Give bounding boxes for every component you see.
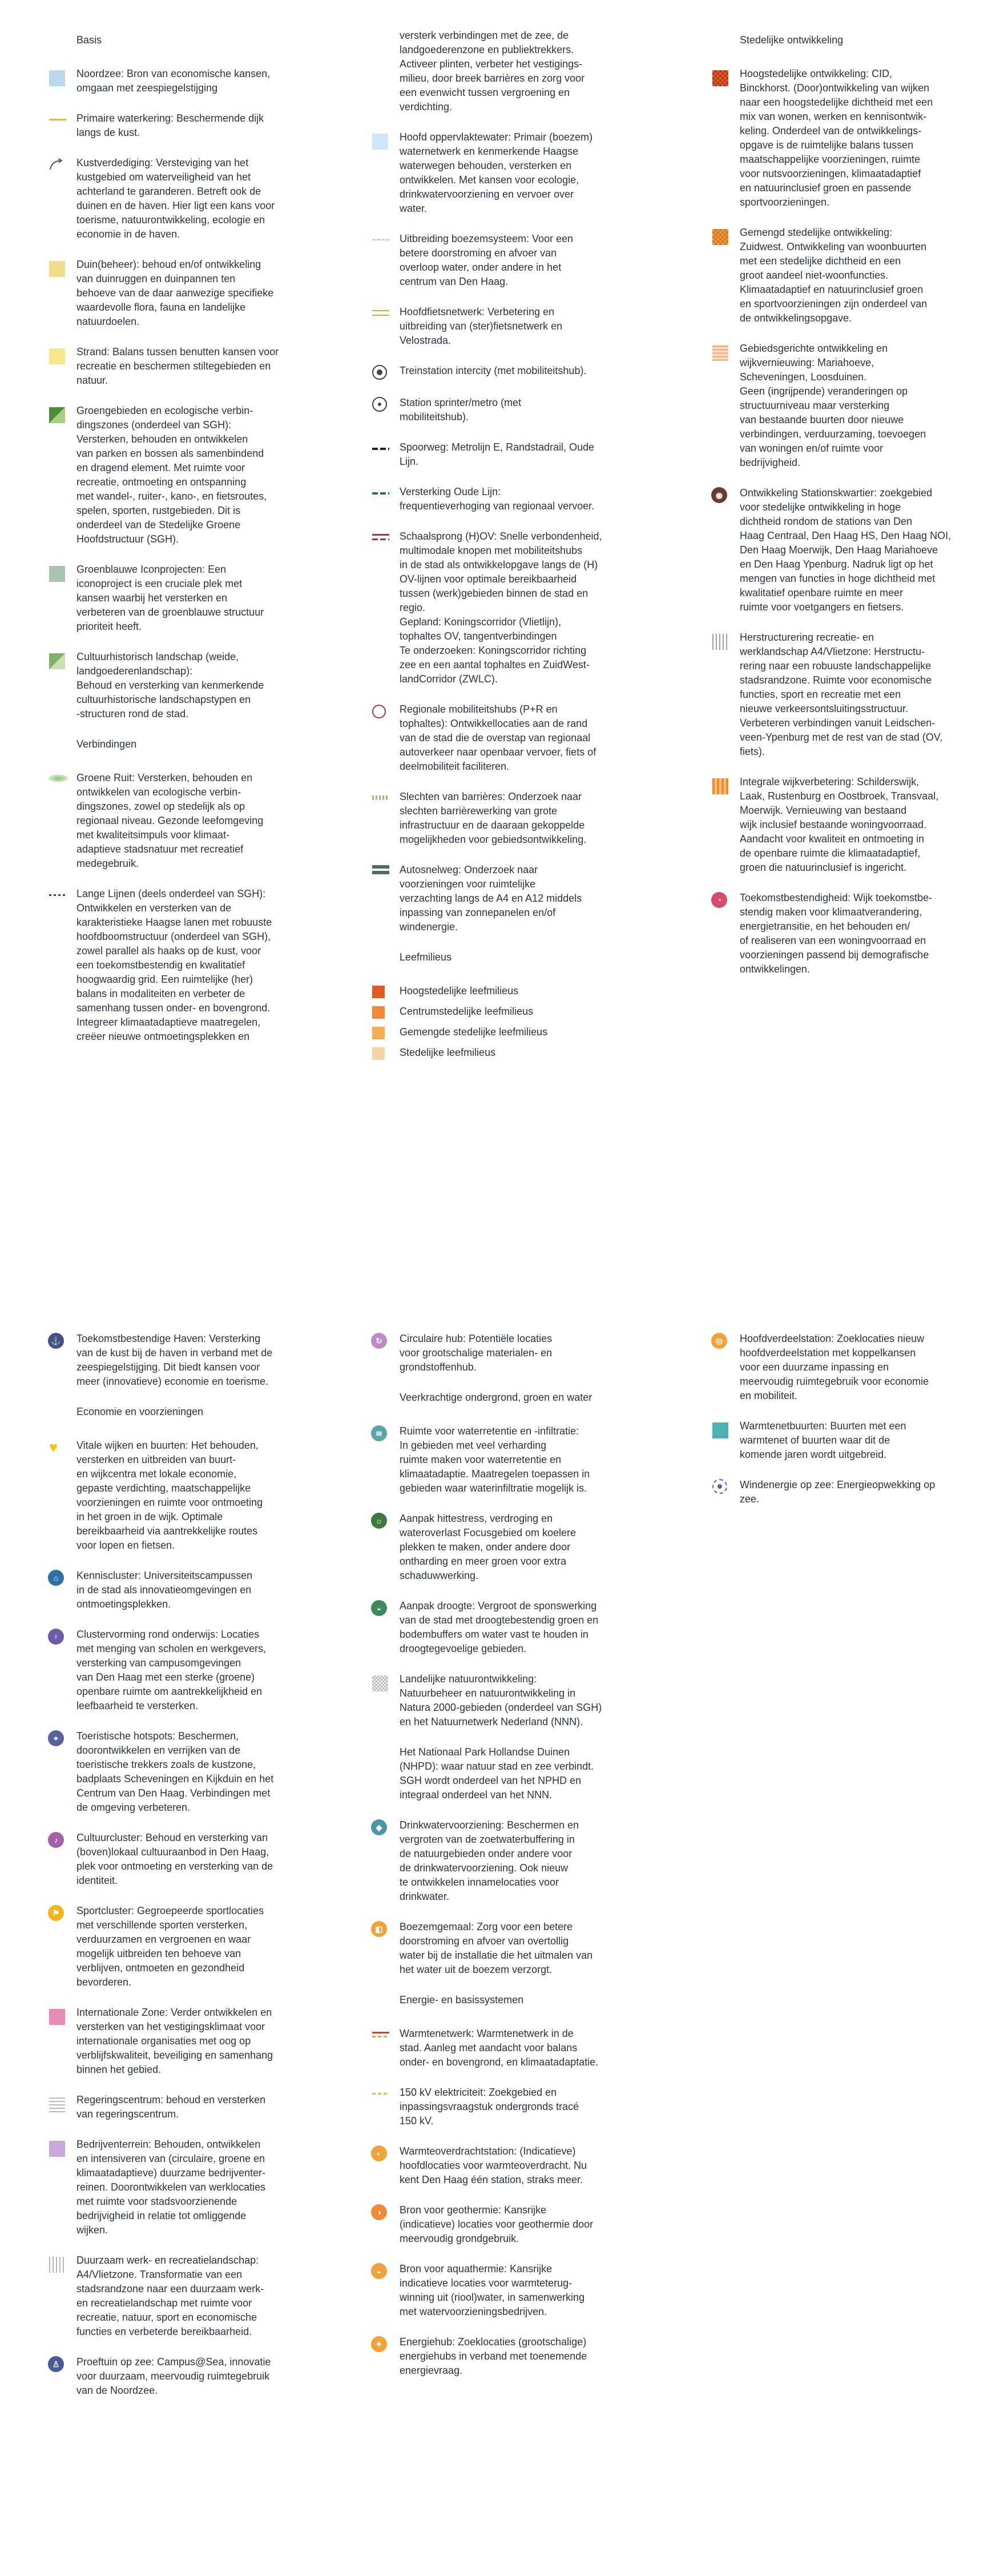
legend-item-text: Versterking Oude Lijn: frequentieverhoging van regionaal vervoer.: [400, 486, 595, 512]
business-park-icon: [26, 2137, 76, 2153]
legend-item-text: Spoorweg: Metrolijn E, Randstadrail, Oude Lijn.: [400, 441, 595, 467]
legend-item: [690, 775, 981, 875]
legend-item: [349, 1004, 640, 1020]
legend-item-text: Energiehub: Zoeklocaties (grootschalige) energiehubs in verband met toenemende energievraag.: [400, 2336, 587, 2376]
legend-item-text: Noordzee: Bron van economische kansen, omgaan met zeespiegelstijging: [76, 68, 271, 94]
legend-item-text: Internationale Zone: Verder ontwikkelen en versterken van het vestigingsklimaat voor internationale organisaties met oog op verblijfskwaliteit, beveiliging en samenhang binnen het gebied.: [76, 2007, 273, 2075]
legend-item-text: Kenniscluster: Universiteitscampussen in de stad als innovatieomgevingen en ontmoetingsplekken.: [76, 1570, 253, 1610]
long-lines-icon: [26, 887, 76, 903]
mixed-dev-icon: [690, 226, 740, 242]
knowledge-icon: ⌂: [26, 1569, 76, 1585]
legend-item: [690, 1332, 981, 1403]
legend-column-2: [349, 29, 640, 1066]
legend-item: [349, 130, 640, 216]
legend-item-text: Bedrijventerrein: Behouden, ontwikkelen en intensiveren van (circulaire, groene en klimaatadaptieve) duurzame bedrijventer- reinen. Doorontwikkelen van werklocaties met ruimte voor stadsvoorzienende bedrijvigheid in relatie tot omliggende wijken.: [76, 2139, 266, 2236]
harbour-icon: ⚓: [26, 1332, 76, 1348]
legend-item: [349, 1599, 640, 1656]
section-heading: Stedelijke ontwikkeling: [740, 34, 844, 46]
legend-item-text: Bron voor geothermie: Kansrijke (indicatieve) locaties voor geothermie door meervoudig grondgebruik.: [400, 2204, 594, 2244]
legend-item-text: Autosnelweg: Onderzoek naar voorzieningen voor ruimtelijke verzachting langs de A4 en A12 middels inpassing van zonnepanelen en/of windenergie.: [400, 864, 582, 933]
legend-item-text: Cultuurhistorisch landschap (weide, landgoederenlandschap): Behoud en versterking van kenmerkende cultuurhistorische landschapstypen en -structuren rond de stad.: [76, 651, 264, 720]
legend-item: [26, 404, 317, 546]
legend-item: [349, 1920, 640, 1977]
legend-item-text: Strand: Balans tussen benutten kansen voor recreatie en beschermen stiltegebieden en natuur.: [76, 346, 279, 386]
station-district-icon: ◉: [690, 486, 740, 502]
legend-item: [349, 790, 640, 847]
legend-item-text: Kustverdediging: Versteviging van het kustgebied om waterveiligheid van het achterland te garanderen. Betreft ook de duinen en de haven. Hier ligt een kans voor toerisme, natuurontwikkeling, ecologie en economie in de haven.: [76, 157, 275, 240]
highway-icon: [349, 863, 400, 879]
legend-text-continued: versterk verbindingen met de zee, de landgoederenzone en publiektrekkers. Activeer plinten, verbeter het vestigings- milieu, door breek barrières en zorg voor een evenwicht tussen vergroening en verdichting.: [400, 30, 585, 112]
greenblue-icon: [26, 562, 76, 578]
legend-item: [349, 2335, 640, 2378]
legend-item-text: 150 kV elektriciteit: Zoekgebied en inpassingsvraagstuk ondergronds tracé 150 kV.: [400, 2087, 579, 2127]
legend-item-text: Uitbreiding boezemsysteem: Voor een betere doorstroming en afvoer van overloop water, onder andere in het centrum van Den Haag.: [400, 233, 574, 287]
legend-item-text: Aanpak droogte: Vergroot de sponswerking van de stad met droogtebestendig groen en bodembuffers om water vast te houden in droogtegevoelige gebieden.: [400, 1600, 599, 1654]
legend-item: [349, 2262, 640, 2319]
education-icon: ♀: [26, 1627, 76, 1643]
energy-hub-icon: ✦: [349, 2335, 400, 2351]
legend-item-text: Clustervorming rond onderwijs: Locaties met menging van scholen en werkgevers, versterking van campusomgevingen van Den Haag met een sterke (groene) openbare ruimte om aantrekkelijkheid en leefbaarheid te versterken.: [76, 1629, 267, 1711]
legend-item: [26, 887, 317, 1044]
legend-item: [26, 156, 317, 242]
section-heading: Energie- en basissystemen: [400, 1994, 524, 2006]
section-heading: Veerkrachtige ondergrond, groen en water: [400, 1392, 592, 1403]
hov-icon: [349, 529, 400, 545]
legend-item-text: Drinkwatervoorziening: Beschermen en vergroten van de zoetwaterbuffering in de natuurgebieden onder andere voor de drinkwatervoorziening. Ook nieuw te ontwikkelen innamelocaties voor drinkwater.: [400, 1819, 579, 1902]
green-ring-icon: [26, 771, 76, 787]
legend-item-text: Hoofdverdeelstation: Zoeklocaties nieuw hoofdverdeelstation met koppelkansen voor een duurzame inpassing en meervoudig ruimtegebruik voor economie en mobiliteit.: [740, 1333, 929, 1401]
recreation-landscape-icon: [26, 2253, 76, 2269]
section-heading: Economie en voorzieningen: [76, 1406, 204, 1417]
legend-item-text: Regeringscentrum: behoud en versterken van regeringscentrum.: [76, 2094, 266, 2120]
old-line-icon: [349, 485, 400, 501]
legend-item-text: Integrale wijkverbetering: Schilderswijk, Laak, Rustenburg en Oostbroek, Transvaal, Moerwijk. Vernieuwing van bestaand wijk inclusief bestaande woningvoorraad. Aandacht voor kwaliteit en ontmoeting in de openbare ruimte die klimaatadaptief, groen die natuurinclusief is ingericht.: [740, 776, 939, 873]
beach-icon: [26, 345, 76, 361]
legend-item-text: Gebiedsgerichte ontwikkeling en wijkvernieuwing: Mariahoeve, Scheveningen, Loosduinen. Geen (ingrijpende) veranderingen op structuurniveau maar versterking van bestaande buurten door nieuwe verbindingen, verduurzaming, toevoegen van woningen en/of ruimte voor bedrijvigheid.: [740, 343, 926, 468]
legend-column-5: [349, 1332, 640, 2394]
section-heading: Verbindingen: [76, 738, 137, 750]
legend-item-text: Windenergie op zee: Energieopwekking op zee.: [740, 1479, 936, 1505]
legend-item: [690, 1419, 981, 1462]
legend-item: [26, 1729, 317, 1815]
legend-item: [349, 1512, 640, 1583]
drinking-water-icon: ◆: [349, 1818, 400, 1834]
legend-item-text: Warmtenetbuurten: Buurten met een warmtenet of buurten waar dit de komende jaren wordt uitgebreid.: [740, 1420, 906, 1460]
legend-item-text: Duurzaam werk- en recreatielandschap: A4/Vlietzone. Transformatie van een stadsrandzone naar een duurzaam werk- en recreatielandschap met ruimte voor recreatie, natuur, sport en economische functies en verbeterde bereikbaarheid.: [76, 2254, 264, 2337]
legend-item: [349, 2203, 640, 2246]
legend-item: [26, 1904, 317, 1990]
cultural-landscape-icon: [26, 650, 76, 666]
legend-item: [690, 226, 981, 325]
aquathermal-icon: ◒: [349, 2262, 400, 2278]
legend-item-text: Groene Ruit: Versterken, behouden en ontwikkelen van ecologische verbin- dingszones, zowel op stedelijk als op regionaal niveau. Gezonde leefomgeving met kwaliteitsimpuls voor klimaat- adaptieve stadsnatuur met recreatief medegebruik.: [76, 772, 264, 869]
legend-item: [349, 1818, 640, 1904]
legend-item-text: Vitale wijken en buurten: Het behouden, versterken en uitbreiden van buurt- en wijkcentra met lokale economie, gepaste verdichting, maatschappelijke voorzieningen en ruimte voor ontmoeting in het groen in de wijk. Optimale bereikbaarheid via aantrekkelijke routes voor lopen en fietsen.: [76, 1440, 263, 1551]
legend-item: [26, 2137, 317, 2237]
legend-item-text: Schaalsprong (H)OV: Snelle verbondenheid, multimodale knopen met mobiliteitshubs in de stad als ontwikkelopgave langs de (H) OV-lijnen voor optimale bereikbaarheid tussen (werk)gebieden binnen de stad en regio. Gepland: Koningscorridor (Vlietlijn), tophaltes OV, tangentverbindingen Te onderzoeken: Koningscorridor richting zee en een aantal tophaltes en ZuidWest- landCorridor (ZWLC).: [400, 531, 602, 685]
legend-item-text: Toekomstbestendigheid: Wijk toekomstbe- stendig maken voor klimaatverandering, energietransitie, en het behouden en/ of realiseren van een woningvoorraad en voorzieningen passend bij demografische ontwikkelingen.: [740, 892, 933, 975]
dune-icon: [26, 258, 76, 274]
barrier-icon: [349, 790, 400, 806]
legend-item: [26, 2006, 317, 2077]
legend-item-text: Primaire waterkering: Beschermende dijk langs de kust.: [76, 112, 264, 138]
legend-column-3: [690, 33, 981, 992]
legend-item-text: Gemengde stedelijke leefmilieus: [400, 1026, 548, 1038]
legend-item-text: Hoogstedelijke ontwikkeling: CID, Binckhorst. (Door)ontwikkeling van wijken naar een hoogstedelijke dichtheid met een mix van wonen, werken en kennisontwik- keling. Onderdeel van de ontwikkelings- opgave is de ruimtelijke balans tussen maatschappelijke voorzieningen, ruimte voor nutsvoorzieningen, klimaatadaptief en natuurinclusief groen en passende sportvoorzieningen.: [740, 68, 933, 208]
integral-renewal-icon: [690, 775, 740, 791]
boezem-icon: [349, 232, 400, 248]
legend-item-text: Groenblauwe Iconprojecten: Een iconoproject is een cruciale plek met kansen waarbij het versterken en verbeteren van de groenblauwe structuur prioriteit heeft.: [76, 564, 264, 632]
mixed-urban-icon: [349, 1025, 400, 1041]
area-renewal-icon: [690, 341, 740, 357]
cycle-network-icon: [349, 305, 400, 321]
legend-item-text: Cultuurcluster: Behoud en versterking van (boven)lokaal cultuuraanbod in Den Haag, plek voor ontmoeting en versterking van de identiteit.: [76, 1832, 273, 1886]
legend-item-text: Warmteoverdrachtstation: (Indicatieve) hoofdlocaties voor warmteoverdracht. Nu kent Den Haag één station, straks meer.: [400, 2145, 587, 2185]
pumping-station-icon: ◧: [349, 1920, 400, 1936]
high-rise-dev-icon: [690, 67, 740, 83]
dike-icon: [26, 111, 76, 127]
geothermal-icon: ◑: [349, 2203, 400, 2219]
legend-item: [690, 67, 981, 210]
nature-dev-icon: [349, 1672, 400, 1688]
legend-item: [26, 111, 317, 140]
high-urban-icon: [349, 984, 400, 1000]
legend-item-text: Aanpak hittestress, verdroging en wateroverlast Focusgebied om koelere plekken te maken, onder andere door ontharding en meer groen voor extra schaduwwerking.: [400, 1513, 576, 1581]
legend-item-text: Toeristische hotspots: Beschermen, doorontwikkelen en verrijken van de toeristische trekkers zoals de kustzone, badplaats Scheveningen en Kijkduin en het Centrum van Den Haag. Verbindingen met de omgeving verbeteren.: [76, 1730, 274, 1813]
sprinter-station-icon: [349, 396, 400, 412]
legend-item: [26, 258, 317, 329]
heat-transfer-icon: ◐: [349, 2144, 400, 2160]
legend-item: [690, 486, 981, 614]
legend-item: [349, 232, 640, 289]
legend-item-text: Duin(beheer): behoud en/of ontwikkeling van duinruggen en duinpannen ten behoeve van de daar aanwezige specifieke waardevolle flora, fauna en landelijke natuurdoelen.: [76, 259, 274, 327]
culture-icon: ♪: [26, 1831, 76, 1847]
legend-item: [349, 529, 640, 686]
tourism-icon: ⌖: [26, 1729, 76, 1745]
legend-column-6: [690, 1332, 981, 1522]
legend-item-text: Regionale mobiliteitshubs (P+R en tophaltes): Ontwikkellocaties aan de rand van de stad die de overstap van regionaal autoverkeer naar openbaar vervoer, fiets of deelmobiliteit faciliteren.: [400, 704, 596, 772]
heat-neighbourhood-icon: [690, 1419, 740, 1435]
legend-item-text: Groengebieden en ecologische verbin- dingszones (onderdeel van SGH): Versterken, behouden en ontwikkelen van parken en bossen als samenbindend en dragend element. Met ruimte voor recreatie, ontmoeting en ontspanning met wandel-, ruiter-, kano-, en fietsroutes, spelen, sporten, rustgebieden. Dit is onderdeel van de Stedelijke Groene Hoofdstructuur (SGH).: [76, 405, 267, 545]
legend-item-text: Ontwikkeling Stationskwartier: zoekgebied voor stedelijke ontwikkeling in hoge dichtheid rondom de stations van Den Haag Centraal, Den Haag HS, Den Haag NOI, Den Haag Moerwijk, Den Haag Mariahoeve en Den Haag Ypenburg. Nadruk ligt op het mengen van functies in hoge dichtheid met kwalitatief openbare ruimte en meer ruimte voor voetgangers en fietsers.: [740, 487, 951, 613]
legend-item: [26, 67, 317, 95]
legend-item-text: Landelijke natuurontwikkeling: Natuurbeheer en natuurontwikkeling in Natura 2000-gebieden (onderdeel van SGH) en het Natuurnetwerk Nederland (NNN).: [400, 1673, 602, 1727]
legend-item: [349, 1745, 640, 1802]
coast-defense-icon: [26, 156, 76, 172]
legend-item: [26, 2253, 317, 2339]
legend-item: [26, 1627, 317, 1713]
legend-item-text: Centrumstedelijke leefmilieus: [400, 1006, 534, 1017]
section-heading: Basis: [76, 34, 102, 46]
legend-item-text: Proeftuin op zee: Campus@Sea, innovatie voor duurzaam, meervoudig ruimtegebruik van de Noordzee.: [76, 2356, 271, 2396]
no-symbol: [349, 1745, 400, 1761]
legend-item-text: Boezemgemaal: Zorg voor een betere doorstroming en afvoer van overtollig water bij de installatie die het uitmalen van het water uit de boezem verzorgt.: [400, 1921, 593, 1975]
section-heading: Leefmilieus: [400, 951, 452, 963]
urban-icon: [349, 1046, 400, 1062]
legend-item-text: Circulaire hub: Potentiële locaties voor grootschalige materialen- en grondstoffenhub.: [400, 1333, 553, 1373]
legend-item: [26, 345, 317, 388]
legend-item: [349, 2144, 640, 2187]
legend-item-text: Herstructurering recreatie- en werklandschap A4/Vlietzone: Herstructu- rering naar een robuuste landschappelijke stadsrandzone. Ruimte voor economische functies, sport en recreatie met een nieuwe verkeersontsluitingsstructuur. Verbeteren verbindingen vanuit Leidschen- veen-Ypenburg met de rest van de stad (OV, fiets).: [740, 632, 943, 757]
legend-item-text: Slechten van barrières: Onderzoek naar slechten barrièrewerking van grote infrastructuur en de daaraan gekoppelde mogelijkheden voor gebiedsontwikkeling.: [400, 791, 587, 845]
intercity-station-icon: [349, 364, 400, 380]
legend-column-1: [26, 33, 317, 1060]
main-water-icon: [349, 130, 400, 146]
circular-hub-icon: ↻: [349, 1332, 400, 1348]
legend-item: [26, 2093, 317, 2121]
legend-item: [349, 863, 640, 934]
legend-item: [349, 2027, 640, 2069]
legend-item: [690, 630, 981, 759]
international-icon: [26, 2006, 76, 2022]
heat-network-icon: [349, 2027, 400, 2043]
power-line-icon: [349, 2085, 400, 2101]
test-sea-icon: ♙: [26, 2355, 76, 2371]
legend-item-text: Hoofdfietsnetwerk: Verbetering en uitbreiding van (ster)fietsnetwerk en Velostrada.: [400, 306, 563, 346]
legend-item-text: Treinstation intercity (met mobiliteitshub).: [400, 365, 587, 376]
heat-stress-icon: ☼: [349, 1512, 400, 1528]
legend-item-text: Toekomstbestendige Haven: Versterking van de kust bij de haven in verband met de zeespiegelstijging. Dit biedt kansen voor meer (innovatieve) economie en toerisme.: [76, 1333, 273, 1387]
main-distribution-icon: ◎: [690, 1332, 740, 1348]
legend-item-text: Station sprinter/metro (met mobiliteitshub).: [400, 397, 522, 423]
legend-item: [26, 650, 317, 721]
legend-item: [349, 1046, 640, 1062]
regional-hub-icon: [349, 702, 400, 718]
legend-item: [690, 891, 981, 976]
legend-item: [690, 341, 981, 470]
restructure-icon: [690, 630, 740, 646]
future-proof-icon: ◔: [690, 891, 740, 907]
legend-item-text: Warmtenetwerk: Warmtenetwerk in de stad. Aanleg met aandacht voor balans onder- en bovengrond, en klimaatadaptatie.: [400, 2028, 599, 2068]
legend-item: [349, 396, 640, 424]
legend-item-text: Hoogstedelijke leefmilieus: [400, 985, 519, 996]
legend-item: [349, 440, 640, 469]
government-icon: [26, 2093, 76, 2109]
legend-item: [690, 1478, 981, 1506]
legend-item: [349, 1332, 640, 1375]
heart-icon: ♥: [49, 1438, 58, 1456]
legend-item: [349, 305, 640, 348]
sport-icon: ⚑: [26, 1904, 76, 1920]
legend-item: [349, 485, 640, 513]
legend-item-text: Sportcluster: Gegroepeerde sportlocaties met verschillende sporten versterken, verduurzamen en vergroenen en waar mogelijk uitbreiden ten behoeve van verblijven, ontmoeten en gezondheid bevorderen.: [76, 1905, 264, 1988]
drought-icon: ◒: [349, 1599, 400, 1615]
green-zone-icon: [26, 404, 76, 420]
water-retention-icon: ≋: [349, 1424, 400, 1440]
legend-item: [349, 984, 640, 1000]
legend-item: [26, 1569, 317, 1611]
legend-item: [349, 364, 640, 380]
legend-item: [349, 702, 640, 774]
legend-item: [349, 2085, 640, 2128]
legend-item-text: Ruimte voor waterretentie en -infiltratie: In gebieden met veel verharding ruimte maken voor waterretentie en klimaatadaptie. Maatregelen toepassen in gebieden waar waterinfiltratie mogelijk is.: [400, 1425, 590, 1494]
legend-item-text: Het Nationaal Park Hollandse Duinen (NHPD): waar natuur stad en zee verbindt. SGH wordt onderdeel van het NPHD en integraal onderdeel van het NNN.: [400, 1746, 594, 1801]
legend-column-4: [26, 1332, 317, 2414]
legend-item: [349, 1025, 640, 1041]
sea-icon: [26, 67, 76, 83]
legend-item-text: Lange Lijnen (deels onderdeel van SGH): Ontwikkelen en versterken van de karakteristieke Haagse lanen met robuuste hoofdboomstructuur (onderdeel van SGH), zowel parallel als haaks op de kust, voor een toekomstbestendig en kwalitatief hoogwaardig grid. Een ruimtelijke (her) balans in modaliteiten en verbeter de samenhang tussen onder- en bovengrond. Integreer klimaatadaptieve maatregelen, creëer nieuwe ontmoetingsplekken en: [76, 888, 272, 1042]
centre-urban-icon: [349, 1004, 400, 1020]
legend-item: [26, 562, 317, 634]
legend-item-text: Stedelijke leefmilieus: [400, 1047, 496, 1058]
railway-icon: [349, 440, 400, 456]
legend-item-text: Bron voor aquathermie: Kansrijke indicatieve locaties voor warmteterug- winning uit (riool)water, in samenwerking met watervoorzieningsbedrijven.: [400, 2263, 585, 2317]
legend-item-text: Hoofd oppervlaktewater: Primair (boezem) waternetwerk en kenmerkende Haagse waterwegen behouden, versterken en ontwikkelen. Met kansen voor ecologie, drinkwatervoorziening en vervoer over water.: [400, 131, 593, 214]
legend-item: [26, 1438, 317, 1553]
legend-item: [26, 1332, 317, 1389]
legend-item: [349, 1672, 640, 1729]
legend-item: [26, 1831, 317, 1888]
legend-item: [349, 1424, 640, 1496]
legend-item: [26, 771, 317, 871]
legend-item-text: Gemengd stedelijke ontwikkeling: Zuidwest. Ontwikkeling van woonbuurten met een stedelijke dichtheid en een groot aandeel niet-woonfuncties. Klimaatadaptief en natuurinclusief groen en sportvoorzieningen zijn onderdeel van de ontwikkelingsopgave.: [740, 227, 928, 324]
legend-item: [26, 2355, 317, 2398]
offshore-wind-icon: [690, 1478, 740, 1494]
